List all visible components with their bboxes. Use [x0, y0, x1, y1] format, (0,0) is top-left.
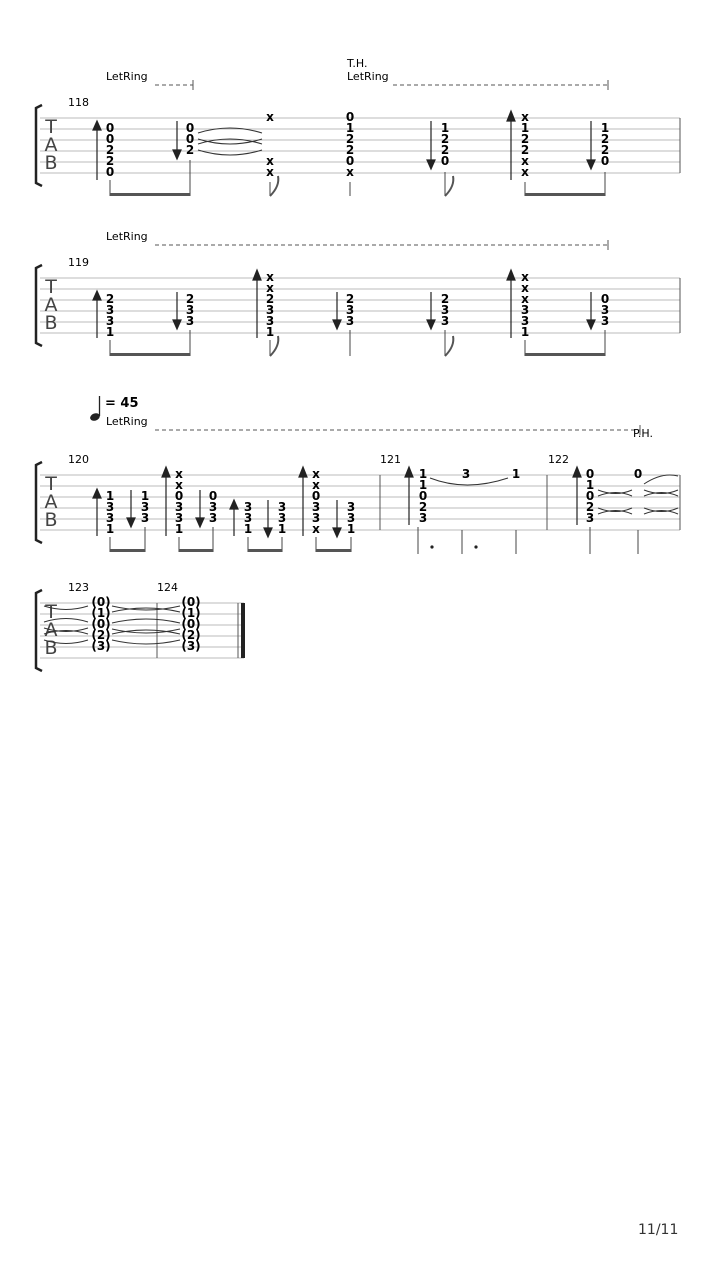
fret-number: 1 [345, 121, 355, 135]
fret-number: 0 [585, 489, 595, 503]
fret-number: 3 [243, 511, 253, 525]
fret-numbers [106, 467, 642, 536]
fret-number: 2 [600, 132, 610, 146]
fret-number: 3 [105, 303, 115, 317]
staff-lines [40, 475, 680, 530]
stroke-down-arrow [127, 518, 135, 527]
fret-number: 0 [440, 154, 450, 168]
fret-number: 3 [140, 511, 150, 525]
beam [110, 193, 190, 196]
fret-number: 0 [105, 121, 115, 135]
staff-lines [40, 118, 680, 173]
page-number: 11/11 [638, 1222, 679, 1238]
fret-number: 2 [185, 143, 195, 157]
fret-number: 2 [520, 132, 530, 146]
fret-number: 3 [440, 314, 450, 328]
fret-number: x [346, 165, 354, 179]
dot [474, 545, 477, 548]
stroke-up-arrow [405, 467, 413, 477]
stroke-down-arrow [333, 528, 341, 537]
fret-number: x [312, 467, 320, 481]
fret-number: x [521, 165, 529, 179]
fret-number: 0 [585, 467, 595, 481]
staff-lines [40, 278, 680, 333]
fret-number: 3 [140, 500, 150, 514]
fret-number: 1 [105, 522, 115, 536]
fret-number: 3 [440, 303, 450, 317]
fret-number: 0 [185, 132, 195, 146]
fret-number: 2 [440, 143, 450, 157]
stroke-down-arrow [264, 528, 272, 537]
fret-number: 3 [277, 500, 287, 514]
fret-number: x [521, 281, 529, 295]
fret-number: (2) [91, 628, 111, 642]
fret-number: 1 [585, 478, 595, 492]
tab-clef-b: B [44, 152, 58, 174]
fret-number: x [521, 292, 529, 306]
fret-number: 3 [311, 500, 321, 514]
eighth-flag [445, 336, 453, 356]
fret-numbers [106, 110, 609, 179]
fret-number: 0 [345, 154, 355, 168]
fret-number: 3 [185, 314, 195, 328]
fret-number: x [312, 478, 320, 492]
beam [110, 353, 190, 356]
tab-clef [44, 276, 57, 334]
system-1 [36, 57, 680, 196]
dot [430, 545, 433, 548]
fret-number: 2 [440, 292, 450, 306]
fret-number: 1 [440, 121, 450, 135]
fret-number: 3 [265, 314, 275, 328]
tab-clef-a: A [44, 491, 58, 513]
fret-number: x [521, 110, 529, 124]
fret-number: 0 [105, 165, 115, 179]
final-barline-thick [241, 603, 245, 658]
fret-number: 3 [243, 500, 253, 514]
tab-clef [44, 116, 57, 174]
stroke-down-arrow [427, 320, 435, 329]
beams [110, 549, 351, 552]
let-ring-label: LetRing [106, 415, 148, 428]
pinch-harmonic-label: P.H. [633, 427, 653, 440]
beam [525, 193, 605, 196]
tab-clef-t: T [45, 116, 57, 138]
let-ring-label: LetRing [106, 70, 148, 83]
fret-number: (3) [91, 639, 111, 653]
system-2 [36, 230, 680, 356]
beam [248, 549, 282, 552]
fret-number: 3 [185, 303, 195, 317]
fret-number: 3 [265, 303, 275, 317]
fret-number: 3 [208, 500, 218, 514]
measure-number: 118 [68, 96, 89, 109]
fret-number: (0) [181, 617, 201, 631]
system-3 [36, 396, 680, 554]
beam [179, 549, 213, 552]
measure-number: 124 [157, 581, 178, 594]
fret-number: 3 [105, 500, 115, 514]
system-4 [36, 581, 245, 671]
fret-number: 1 [418, 478, 428, 492]
fret-number: (0) [91, 617, 111, 631]
stroke-down-arrow [333, 320, 341, 329]
stroke-up-arrow [573, 467, 581, 477]
fret-number: 3 [105, 511, 115, 525]
stroke-up-arrow [162, 467, 170, 477]
fret-number: (0) [181, 595, 201, 609]
tapping-harmonic-label: T.H. [347, 57, 368, 70]
tab-clef-b: B [44, 637, 58, 659]
fret-number: 1 [520, 121, 530, 135]
fret-number: x [521, 270, 529, 284]
fret-number: 1 [520, 325, 530, 339]
fret-number: 3 [585, 511, 595, 525]
fret-number: 3 [174, 500, 184, 514]
eighth-flag [270, 176, 278, 196]
fret-number: x [266, 154, 274, 168]
fret-number: 3 [520, 314, 530, 328]
fret-number: 2 [440, 132, 450, 146]
system-bracket [36, 590, 42, 671]
stroke-up-arrow [507, 111, 515, 121]
fret-number: 3 [600, 314, 610, 328]
tab-clef-a: A [44, 134, 58, 156]
fret-number: x [312, 522, 320, 536]
measure-number: 121 [380, 453, 401, 466]
fret-number: 2 [105, 143, 115, 157]
fret-number: 0 [633, 467, 643, 481]
fret-number: x [266, 110, 274, 124]
fret-number: 1 [105, 325, 115, 339]
fret-number: 3 [345, 303, 355, 317]
rhythm-stems [110, 330, 605, 356]
stroke-down-arrow [173, 150, 181, 159]
tab-clef-t: T [45, 601, 57, 623]
fret-number: 2 [520, 143, 530, 157]
stroke-up-arrow [253, 270, 261, 280]
tab-clef-b: B [44, 509, 58, 531]
fret-number: (1) [91, 606, 111, 620]
stroke-down-arrow [587, 160, 595, 169]
fret-number: x [266, 270, 274, 284]
fret-numbers [106, 270, 609, 339]
stroke-down-arrow [196, 518, 204, 527]
tab-clef-t: T [45, 276, 57, 298]
fret-number: 2 [345, 143, 355, 157]
fret-number: 0 [418, 489, 428, 503]
fret-number: x [175, 467, 183, 481]
fret-number: 3 [346, 500, 356, 514]
tab-clef-a: A [44, 619, 58, 641]
fret-number: 0 [600, 292, 610, 306]
fret-number: 2 [105, 292, 115, 306]
tab-clef-a: A [44, 294, 58, 316]
fret-number: 2 [185, 292, 195, 306]
stroke-arrows [93, 111, 595, 180]
system-bracket [36, 105, 42, 186]
fret-number: 1 [243, 522, 253, 536]
fret-number: (2) [181, 628, 201, 642]
stroke-up-arrow [230, 500, 238, 509]
fret-number: x [521, 154, 529, 168]
beam [110, 549, 145, 552]
fret-number: 0 [345, 110, 355, 124]
tempo-value: = 45 [105, 396, 139, 411]
fret-number: (1) [181, 606, 201, 620]
fret-number: 3 [520, 303, 530, 317]
fret-number: 0 [105, 132, 115, 146]
fret-number: 3 [174, 511, 184, 525]
fret-number: 2 [345, 292, 355, 306]
fret-number: 2 [345, 132, 355, 146]
tab-clef [44, 473, 57, 531]
fret-number: 3 [208, 511, 218, 525]
rhythm-stems [110, 160, 605, 196]
fret-number: x [266, 165, 274, 179]
fret-number: (3) [181, 639, 201, 653]
beam [525, 353, 605, 356]
fret-number: 3 [345, 314, 355, 328]
fret-number: 1 [105, 489, 115, 503]
system-bracket [36, 265, 42, 346]
fret-number: 3 [311, 511, 321, 525]
fret-number: 1 [277, 522, 287, 536]
fret-number: x [175, 478, 183, 492]
fret-number: 1 [140, 489, 150, 503]
stroke-up-arrow [93, 121, 101, 130]
fret-number: 2 [418, 500, 428, 514]
fret-number: 0 [185, 121, 195, 135]
measure-number: 122 [548, 453, 569, 466]
measure-number: 120 [68, 453, 89, 466]
fret-number: 2 [600, 143, 610, 157]
tab-clef-t: T [45, 473, 57, 495]
fret-number: 3 [105, 314, 115, 328]
fret-number: 0 [208, 489, 218, 503]
stroke-up-arrow [93, 489, 101, 498]
fret-number: 1 [600, 121, 610, 135]
tab-clef-b: B [44, 312, 58, 334]
measure-number: 119 [68, 256, 89, 269]
stroke-up-arrow [507, 270, 515, 280]
fret-number: 1 [265, 325, 275, 339]
stroke-down-arrow [427, 160, 435, 169]
fret-number: 1 [418, 467, 428, 481]
fret-number: 2 [265, 292, 275, 306]
fret-number: 2 [105, 154, 115, 168]
let-ring-label: LetRing [347, 70, 389, 83]
fret-number: x [266, 281, 274, 295]
eighth-flag [445, 176, 453, 196]
stroke-arrows [93, 270, 595, 338]
fret-number: 3 [346, 511, 356, 525]
fret-number: 2 [585, 500, 595, 514]
beam [316, 549, 351, 552]
fret-number: 3 [277, 511, 287, 525]
let-ring-label: LetRing [106, 230, 148, 243]
fret-number: 0 [311, 489, 321, 503]
fret-number: 0 [600, 154, 610, 168]
stroke-down-arrow [173, 320, 181, 329]
fret-number: 1 [346, 522, 356, 536]
stroke-down-arrow [587, 320, 595, 329]
fret-number: 3 [600, 303, 610, 317]
stroke-arrows [93, 467, 581, 537]
fret-number: 0 [174, 489, 184, 503]
eighth-flag [270, 336, 278, 356]
fret-number: 3 [418, 511, 428, 525]
fret-number: 1 [174, 522, 184, 536]
fret-number: (0) [91, 595, 111, 609]
stroke-up-arrow [299, 467, 307, 477]
fret-number: 3 [461, 467, 471, 481]
measure-number: 123 [68, 581, 89, 594]
fret-number: 1 [511, 467, 521, 481]
system-bracket [36, 462, 42, 543]
stroke-up-arrow [93, 291, 101, 300]
